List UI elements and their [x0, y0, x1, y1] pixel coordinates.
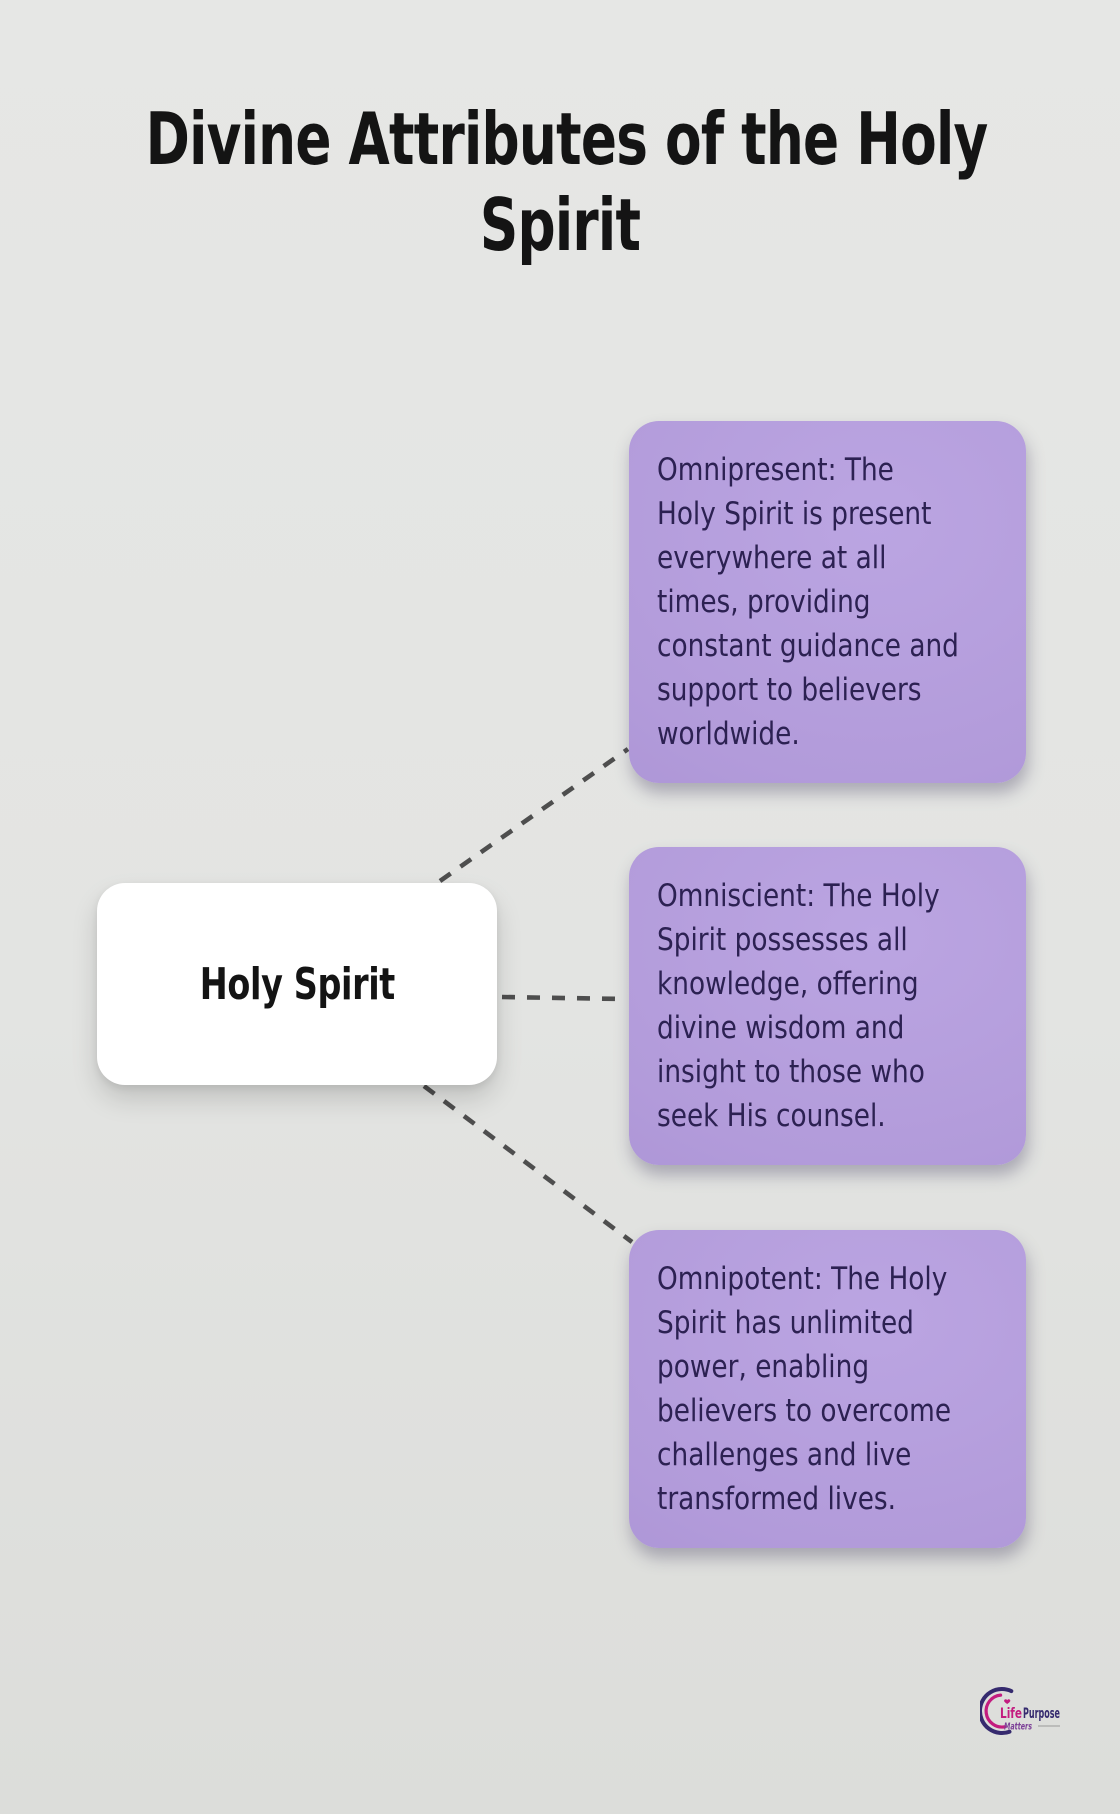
logo-graphic: [980, 1684, 1112, 1746]
attribute-box-omniscient: [629, 847, 1026, 1165]
logo-brand-life: Life: [1000, 1706, 1022, 1722]
attribute-box-omnipotent: [629, 1230, 1026, 1548]
logo-tagline: Matters: [1004, 1721, 1033, 1733]
page-title-line-2: Spirit: [479, 183, 641, 267]
attribute-box-omnipresent: [629, 421, 1026, 783]
page-title-line-1: Divine Attributes of the Holy: [145, 97, 988, 181]
connector-omnipresent-line: [440, 749, 628, 881]
holy-spirit-label: Holy Spirit: [199, 958, 395, 1010]
connector-omnipotent-line: [424, 1086, 632, 1242]
attribute-text-omniscient: Omniscient: The Holy Spirit possesses all knowledge, offering divine wisdom and insight to those who seek His counsel.: [657, 878, 940, 1134]
holy-spirit-node: [97, 883, 497, 1085]
logo-heart-icon: [1004, 1699, 1010, 1704]
connector-omniscient-line: [502, 997, 624, 999]
attribute-text-omnipotent: Omnipotent: The Holy Spirit has unlimited power, enabling believers to overcome challenges and live transformed lives.: [657, 1261, 952, 1517]
attribute-text-omnipresent: Omnipresent: The Holy Spirit is present everywhere at all times, providing constant guidance and support to believers worldwide.: [657, 452, 959, 752]
lifepurpose-matters-logo: [980, 1684, 1112, 1746]
logo-brand-purpose: Purpose: [1023, 1706, 1060, 1722]
